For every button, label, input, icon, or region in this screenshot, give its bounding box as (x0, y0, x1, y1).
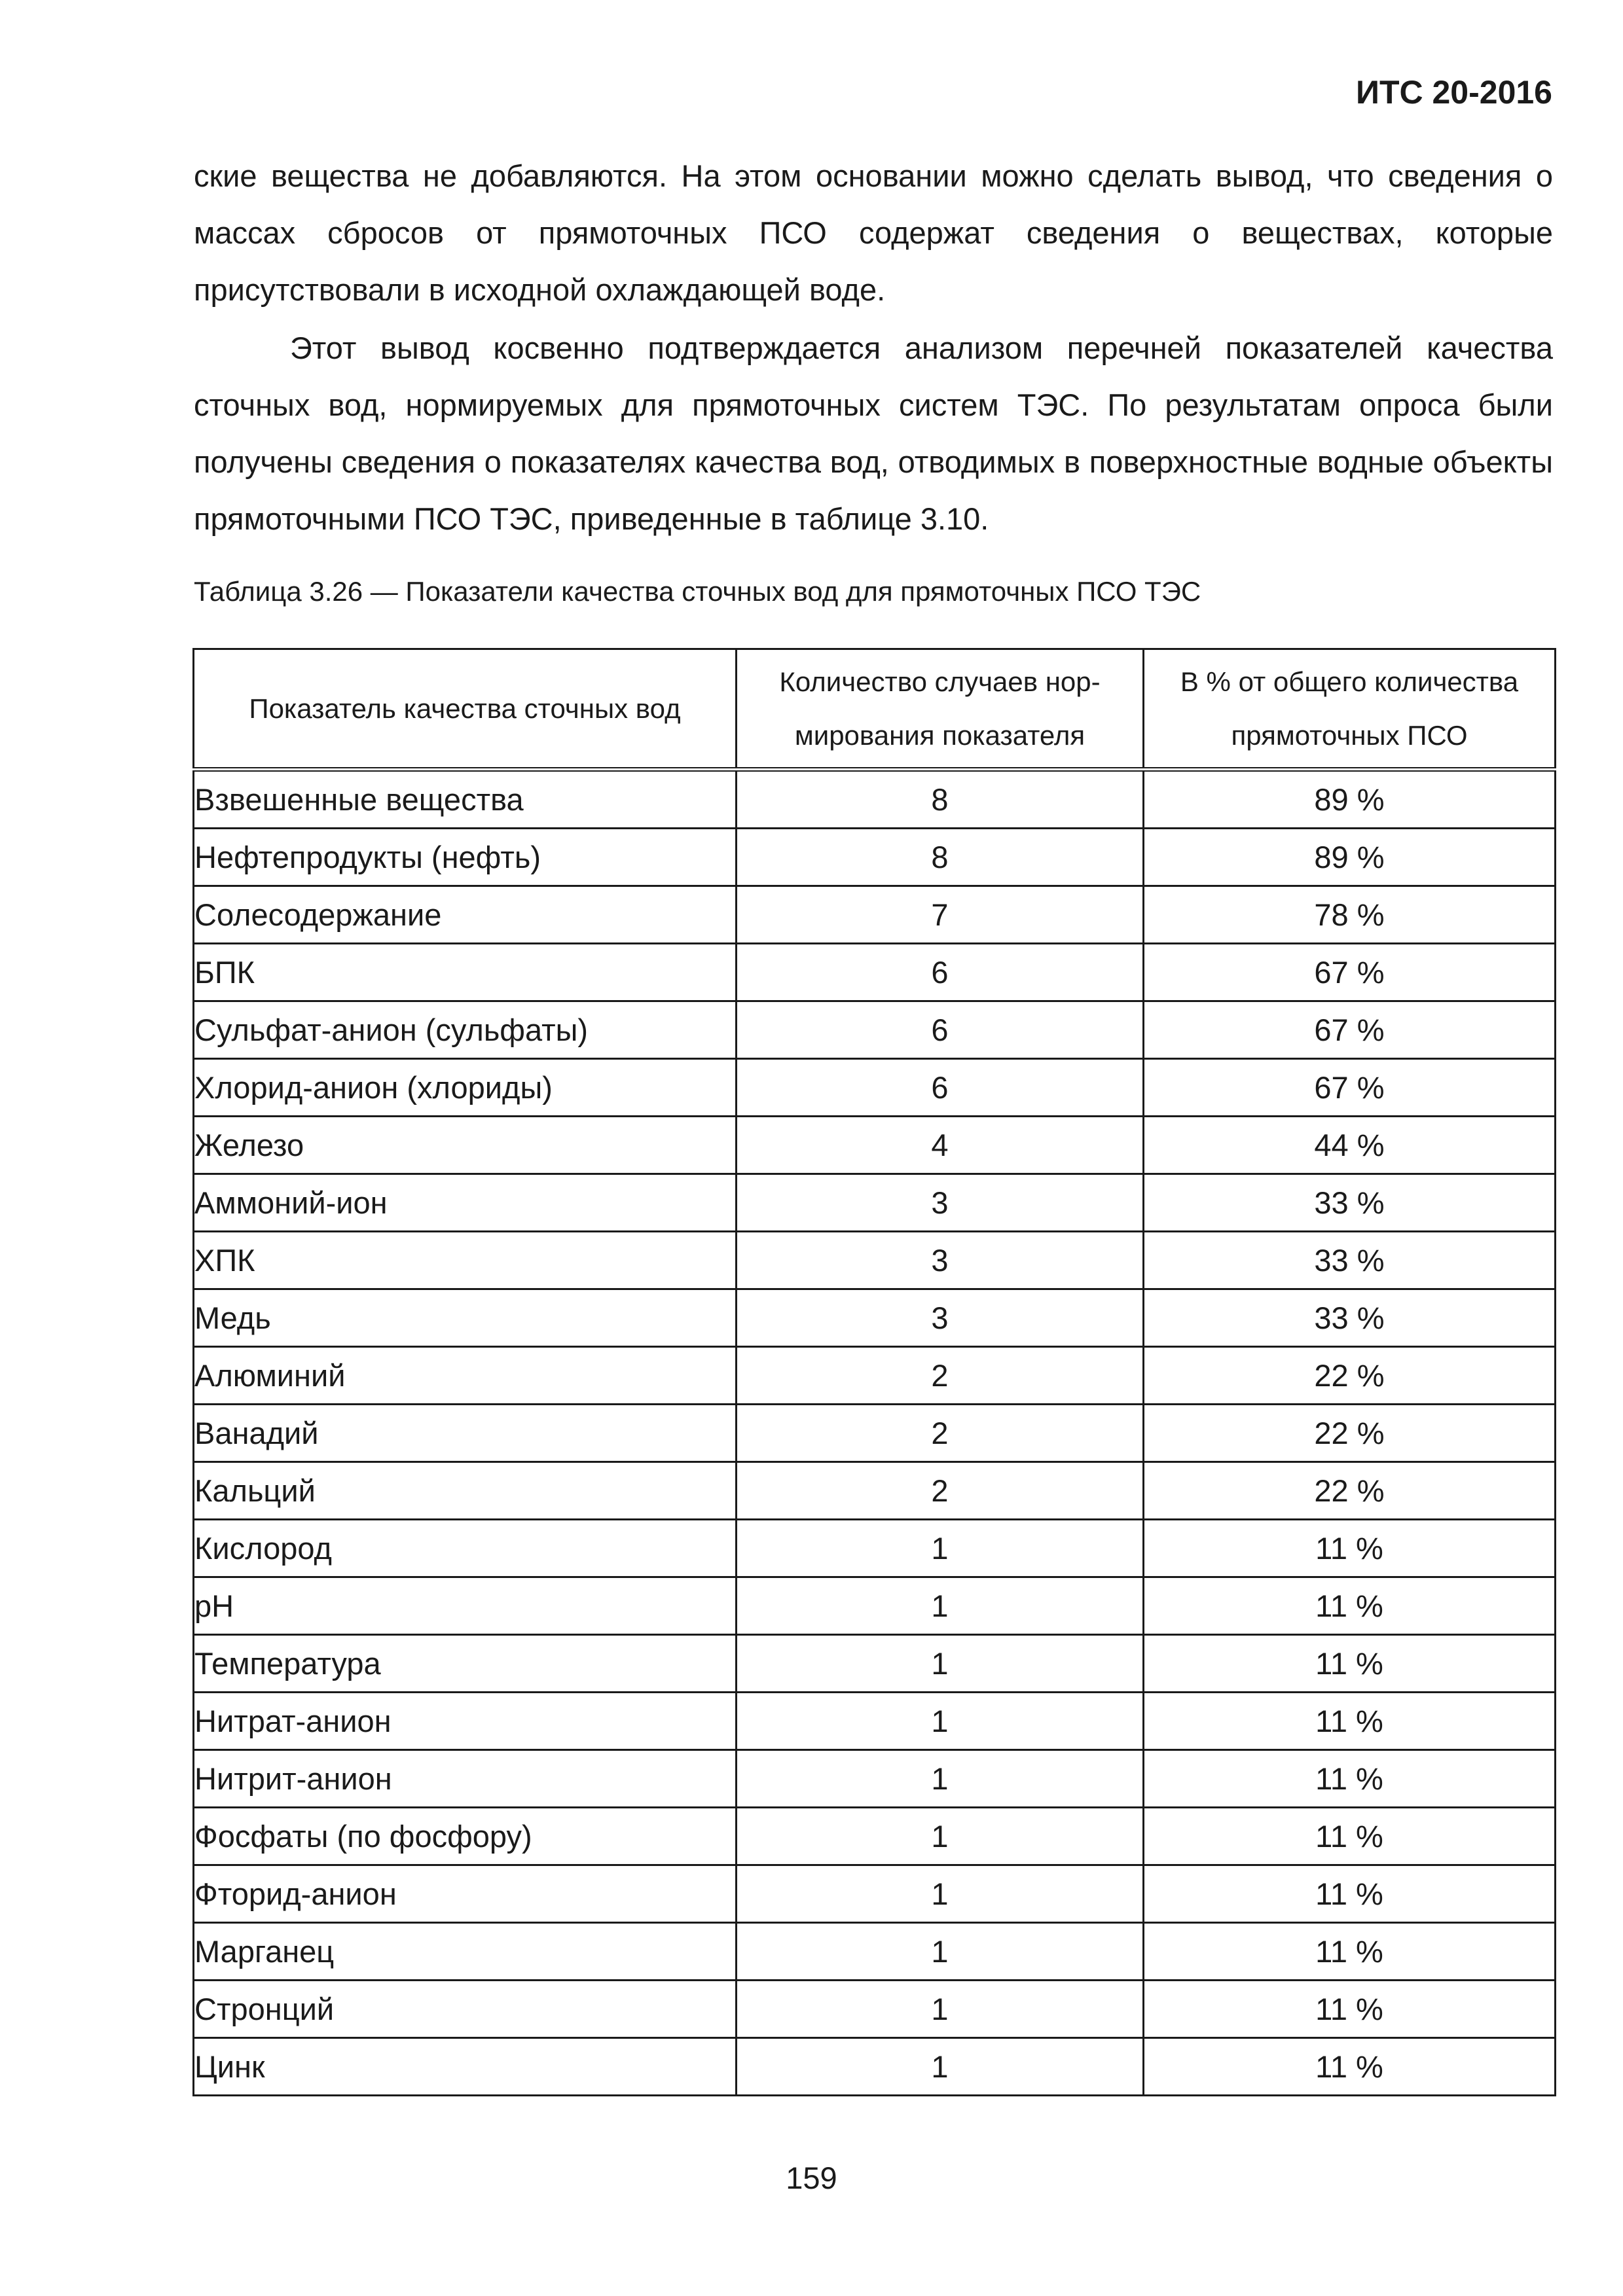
count-cell: 1 (737, 2038, 1144, 2096)
table-row (194, 1693, 1556, 1750)
table-row (194, 1059, 1556, 1117)
count-cell: 8 (737, 829, 1144, 886)
count-cell: 3 (737, 1289, 1144, 1347)
paragraph-text: Этот вывод косвенно подтверждается анализом перечней показателей качества сточных вод, нормируемых для прямоточных систем ТЭС. По результатам опроса были получены сведения о показателях качества вод, отводимых в поверхностные водные объекты прямоточными ПСО ТЭС, приведенные в таблице 3.10. (194, 331, 1553, 536)
percent-cell: 33 % (1144, 1232, 1556, 1289)
table-row (194, 1750, 1556, 1808)
table-row (194, 1520, 1556, 1577)
percent-cell: 67 % (1144, 944, 1556, 1001)
indicator-name-cell: Кислород (194, 1520, 737, 1577)
count-cell: 1 (737, 1865, 1144, 1923)
count-cell: 4 (737, 1117, 1144, 1174)
percent-cell: 11 % (1144, 1981, 1556, 2038)
indicator-name-cell: Цинк (194, 2038, 737, 2096)
table-row (194, 1347, 1556, 1405)
percent-cell: 78 % (1144, 886, 1556, 944)
header-percent (1144, 649, 1556, 770)
percent-cell: 11 % (1144, 2038, 1556, 2096)
page-number: 159 (786, 2161, 837, 2195)
indicator-name-cell: Алюминий (194, 1347, 737, 1405)
percent-cell: 11 % (1144, 1865, 1556, 1923)
table-row (194, 1174, 1556, 1232)
percent-cell: 44 % (1144, 1117, 1556, 1174)
indicator-name-cell: Марганец (194, 1923, 737, 1981)
indicator-name-cell: Нефтепродукты (нефть) (194, 829, 737, 886)
indicator-name-cell: Фосфаты (по фосфору) (194, 1808, 737, 1865)
count-cell: 7 (737, 886, 1144, 944)
count-cell: 6 (737, 1059, 1144, 1117)
indicator-name-cell: Сульфат-анион (сульфаты) (194, 1001, 737, 1059)
header-indicator-label: Показатель качества сточных вод (249, 692, 681, 724)
count-cell: 8 (737, 770, 1144, 829)
header-percent-line1: В % от общего количества (1180, 666, 1519, 697)
count-cell: 6 (737, 944, 1144, 1001)
percent-cell: 11 % (1144, 1520, 1556, 1577)
count-cell: 1 (737, 1635, 1144, 1693)
indicator-name-cell: Солесодержание (194, 886, 737, 944)
indicator-name-cell: Температура (194, 1635, 737, 1693)
paragraph-text: ские вещества не добавляются. На этом основании можно сделать вывод, что сведения о массах сбросов от прямоточных ПСО содержат сведения о веществах, которые присутствовали в исходной охлаждающей воде. (194, 158, 1553, 307)
table-row (194, 1001, 1556, 1059)
water-quality-table (192, 648, 1556, 2096)
indicator-name-cell: pH (194, 1577, 737, 1635)
percent-cell: 89 % (1144, 770, 1556, 829)
table-row (194, 1462, 1556, 1520)
table-row (194, 1865, 1556, 1923)
table-row (194, 829, 1556, 886)
percent-cell: 33 % (1144, 1174, 1556, 1232)
table-row (194, 1808, 1556, 1865)
percent-cell: 22 % (1144, 1347, 1556, 1405)
table-row (194, 1117, 1556, 1174)
indicator-name-cell: Аммоний-ион (194, 1174, 737, 1232)
table-row (194, 770, 1556, 829)
count-cell: 3 (737, 1232, 1144, 1289)
percent-cell: 11 % (1144, 1750, 1556, 1808)
percent-cell: 11 % (1144, 1808, 1556, 1865)
paragraph-continuation (194, 147, 1553, 318)
table-row (194, 1981, 1556, 2038)
indicator-name-cell: Железо (194, 1117, 737, 1174)
indicator-name-cell: Взвешенные вещества (194, 770, 737, 829)
count-cell: 1 (737, 1520, 1144, 1577)
percent-cell: 11 % (1144, 1693, 1556, 1750)
table-row (194, 2038, 1556, 2096)
count-cell: 1 (737, 1577, 1144, 1635)
indicator-name-cell: Медь (194, 1289, 737, 1347)
table-body (194, 770, 1556, 2096)
count-cell: 3 (737, 1174, 1144, 1232)
count-cell: 1 (737, 1693, 1144, 1750)
count-cell: 1 (737, 1923, 1144, 1981)
percent-cell: 22 % (1144, 1405, 1556, 1462)
count-cell: 1 (737, 1750, 1144, 1808)
indicator-name-cell: Хлорид-анион (хлориды) (194, 1059, 737, 1117)
header-count (737, 649, 1144, 770)
count-cell: 1 (737, 1981, 1144, 2038)
table-row (194, 1923, 1556, 1981)
table-row (194, 1635, 1556, 1693)
count-cell: 2 (737, 1405, 1144, 1462)
percent-cell: 89 % (1144, 829, 1556, 886)
table-header-row (194, 649, 1556, 770)
indicator-name-cell: Кальций (194, 1462, 737, 1520)
header-indicator (194, 649, 737, 770)
table-row (194, 1577, 1556, 1635)
paragraph-conclusion (194, 319, 1553, 547)
indicator-name-cell: БПК (194, 944, 737, 1001)
indicator-name-cell: Фторид-анион (194, 1865, 737, 1923)
percent-cell: 33 % (1144, 1289, 1556, 1347)
percent-cell: 11 % (1144, 1577, 1556, 1635)
header-percent-line2: прямоточных ПСО (1231, 719, 1468, 751)
percent-cell: 22 % (1144, 1462, 1556, 1520)
count-cell: 6 (737, 1001, 1144, 1059)
indicator-name-cell: Стронций (194, 1981, 737, 2038)
table-row (194, 1289, 1556, 1347)
indicator-name-cell: Ванадий (194, 1405, 737, 1462)
header-count-line1: Количество случаев нор- (779, 666, 1101, 697)
document-id-header: ИТС 20-2016 (1356, 74, 1552, 111)
indicator-name-cell: ХПК (194, 1232, 737, 1289)
header-count-line2: мирования показателя (794, 719, 1085, 751)
count-cell: 1 (737, 1808, 1144, 1865)
table-row (194, 944, 1556, 1001)
table-row (194, 1405, 1556, 1462)
indicator-name-cell: Нитрит-анион (194, 1750, 737, 1808)
table-row (194, 1232, 1556, 1289)
table-caption: Таблица 3.26 — Показатели качества сточных вод для прямоточных ПСО ТЭС (194, 576, 1201, 607)
indicator-name-cell: Нитрат-анион (194, 1693, 737, 1750)
percent-cell: 11 % (1144, 1635, 1556, 1693)
percent-cell: 67 % (1144, 1001, 1556, 1059)
percent-cell: 67 % (1144, 1059, 1556, 1117)
count-cell: 2 (737, 1462, 1144, 1520)
count-cell: 2 (737, 1347, 1144, 1405)
table-row (194, 886, 1556, 944)
percent-cell: 11 % (1144, 1923, 1556, 1981)
